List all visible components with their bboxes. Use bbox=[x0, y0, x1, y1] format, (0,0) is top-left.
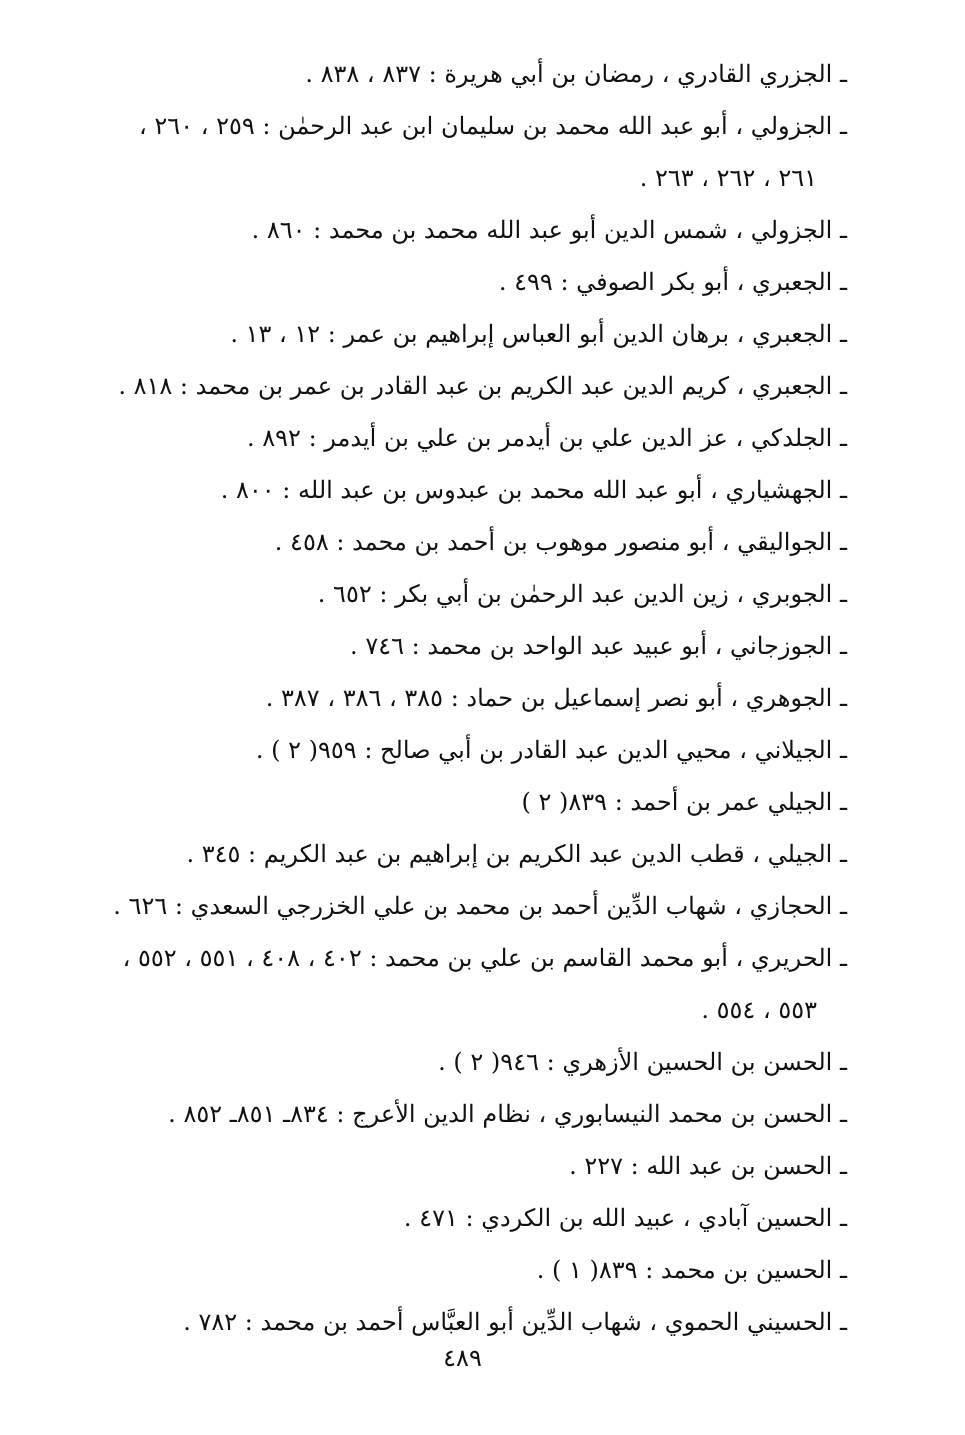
index-entry bbox=[37, 516, 847, 568]
entry-text: ـ الحجازي ، شهاب الدِّين أحمد بن محمد بن علي الخزرجي السعدي : ٦٢٦ . bbox=[37, 880, 847, 932]
entry-text: ـ الحسين آبادي ، عبيد الله بن الكردي : ٤٧١ . bbox=[37, 1192, 847, 1244]
index-entry bbox=[37, 880, 847, 932]
index-entry bbox=[37, 308, 847, 360]
entry-text: ـ الجيلاني ، محيي الدين عبد القادر بن أبي صالح : ٩٥٩( ٢ ) . bbox=[37, 724, 847, 776]
entry-text: ـ الحسيني الحموي ، شهاب الدِّين أبو العبَّاس أحمد بن محمد : ٧٨٢ . bbox=[37, 1296, 847, 1348]
entry-text: ـ الجهشياري ، أبو عبد الله محمد بن عبدوس بن عبد الله : ٨٠٠ . bbox=[37, 464, 847, 516]
index-entry bbox=[37, 1192, 847, 1244]
index-entry bbox=[37, 1244, 847, 1296]
entry-continuation: ٢٦١ ، ٢٦٢ ، ٢٦٣ . bbox=[639, 164, 817, 192]
entry-text: ـ الجوزجاني ، أبو عبيد عبد الواحد بن محمد : ٧٤٦ . bbox=[37, 620, 847, 672]
index-entry bbox=[37, 204, 847, 256]
index-entry bbox=[37, 568, 847, 620]
entry-text: ـ الجيلي عمر بن أحمد : ٨٣٩( ٢ ) bbox=[37, 776, 847, 828]
index-entry bbox=[37, 360, 847, 412]
entry-text: ـ الحسن بن محمد النيسابوري ، نظام الدين الأعرج : ٨٣٤ـ ٨٥١ـ ٨٥٢ . bbox=[37, 1088, 847, 1140]
index-entry bbox=[37, 1296, 847, 1348]
entry-text: ـ الجواليقي ، أبو منصور موهوب بن أحمد بن محمد : ٤٥٨ . bbox=[37, 516, 847, 568]
entry-text: ـ الجعبري ، أبو بكر الصوفي : ٤٩٩ . bbox=[37, 256, 847, 308]
entry-text: ـ الجيلي ، قطب الدين عبد الكريم بن إبراهيم بن عبد الكريم : ٣٤٥ . bbox=[37, 828, 847, 880]
index-list bbox=[37, 48, 847, 1348]
entry-text: ـ الحسين بن محمد : ٨٣٩( ١ ) . bbox=[37, 1244, 847, 1296]
page-number: ٤٨٩ bbox=[443, 1344, 482, 1372]
index-entry bbox=[37, 932, 847, 1036]
entry-text: ـ الجزولي ، أبو عبد الله محمد بن سليمان ابن عبد الرحمٰن : ٢٥٩ ، ٢٦٠ ، bbox=[37, 100, 847, 152]
index-entry bbox=[37, 412, 847, 464]
index-entry bbox=[37, 1036, 847, 1088]
index-entry bbox=[37, 1088, 847, 1140]
entry-text: ـ الجلدكي ، عز الدين علي بن أيدمر بن علي بن أيدمر : ٨٩٢ . bbox=[37, 412, 847, 464]
entry-text: ـ الجزري القادري ، رمضان بن أبي هريرة : ٨٣٧ ، ٨٣٨ . bbox=[37, 48, 847, 100]
entry-text: ـ الجوهري ، أبو نصر إسماعيل بن حماد : ٣٨٥ ، ٣٨٦ ، ٣٨٧ . bbox=[37, 672, 847, 724]
entry-continuation: ٥٥٣ ، ٥٥٤ . bbox=[701, 996, 817, 1024]
index-entry bbox=[37, 256, 847, 308]
entry-text: ـ الجعبري ، كريم الدين عبد الكريم بن عبد القادر بن عمر بن محمد : ٨١٨ . bbox=[37, 360, 847, 412]
entry-text: ـ الحسن بن الحسين الأزهري : ٩٤٦( ٢ ) . bbox=[37, 1036, 847, 1088]
index-entry bbox=[37, 1140, 847, 1192]
index-entry bbox=[37, 100, 847, 204]
index-entry bbox=[37, 724, 847, 776]
entry-text: ـ الجعبري ، برهان الدين أبو العباس إبراهيم بن عمر : ١٢ ، ١٣ . bbox=[37, 308, 847, 360]
entry-text: ـ الجزولي ، شمس الدين أبو عبد الله محمد بن محمد : ٨٦٠ . bbox=[37, 204, 847, 256]
index-entry bbox=[37, 828, 847, 880]
index-entry bbox=[37, 620, 847, 672]
entry-text: ـ الحسن بن عبد الله : ٢٢٧ . bbox=[37, 1140, 847, 1192]
index-entry bbox=[37, 48, 847, 100]
index-entry bbox=[37, 776, 847, 828]
index-entry bbox=[37, 464, 847, 516]
entry-text: ـ الجوبري ، زين الدين عبد الرحمٰن بن أبي بكر : ٦٥٢ . bbox=[37, 568, 847, 620]
entry-text: ـ الحريري ، أبو محمد القاسم بن علي بن محمد : ٤٠٢ ، ٤٠٨ ، ٥٥١ ، ٥٥٢ ، bbox=[37, 932, 847, 984]
index-entry bbox=[37, 672, 847, 724]
